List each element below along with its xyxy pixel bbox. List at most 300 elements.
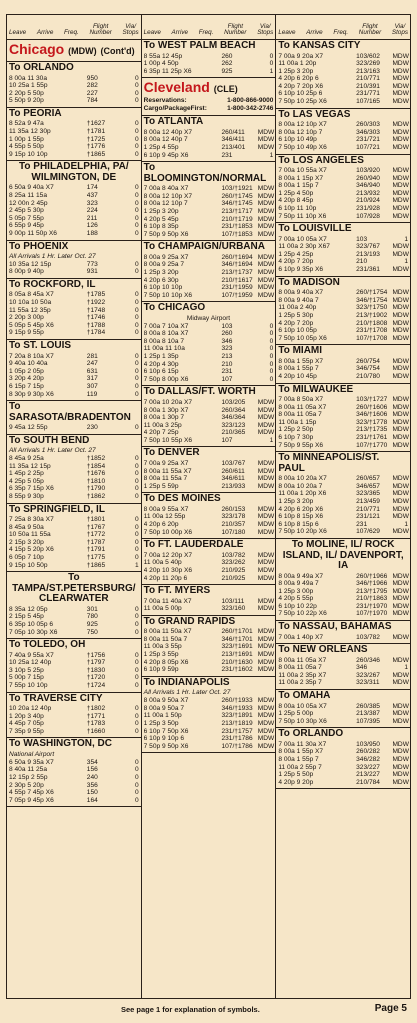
flight-row bbox=[278, 205, 408, 213]
flight-via-stops: 0 bbox=[134, 424, 139, 432]
flight-number: 323/269 bbox=[356, 60, 380, 68]
flight-via-stops: MDW bbox=[257, 406, 275, 414]
flight-via-stops: 0 bbox=[134, 367, 139, 375]
flight-row bbox=[278, 672, 408, 680]
destination-title: To TOLEDO, OH bbox=[9, 639, 86, 651]
flight-row bbox=[9, 629, 139, 637]
flight-number: 317 bbox=[86, 375, 98, 383]
flight-row bbox=[144, 422, 274, 430]
flight-number: 323/†1750 bbox=[356, 304, 388, 312]
destination-block bbox=[7, 62, 141, 108]
destination-block bbox=[7, 738, 141, 807]
flight-via-stops: 0 bbox=[134, 781, 139, 789]
destination-note: National Airport bbox=[9, 750, 55, 758]
flight-via-stops: 0 bbox=[134, 127, 139, 135]
flight-number: 260/†1606 bbox=[356, 403, 388, 411]
flight-times: 3 20p 4 20p bbox=[9, 375, 44, 383]
destination-block bbox=[142, 493, 276, 539]
flight-number: 631 bbox=[86, 367, 98, 375]
flight-row bbox=[144, 628, 274, 636]
page-number: Page 5 bbox=[374, 1003, 407, 1014]
flight-row bbox=[9, 674, 139, 682]
flight-times: 1 25p 4 55p bbox=[143, 143, 179, 151]
freq-header: Freq. bbox=[64, 29, 79, 37]
flight-row bbox=[144, 513, 274, 521]
flight-times: 11 00a 1 20p X6 bbox=[278, 490, 327, 498]
flight-times: 8 00a 11 05a 7 bbox=[278, 411, 322, 419]
flight-number: †1771 bbox=[86, 712, 106, 720]
flight-number: †1865 bbox=[86, 561, 106, 569]
flight-times: 10 25a 1 55p bbox=[9, 82, 48, 90]
flight-times: 11 35a 12 15p bbox=[9, 462, 51, 470]
flight-row bbox=[9, 667, 139, 675]
flight-times: 7 00a 10 20a X7 bbox=[143, 398, 193, 406]
flight-row bbox=[144, 200, 274, 208]
origin-city-suffix: (Cont'd) bbox=[100, 46, 135, 56]
flight-times: 1 45p 2 25p bbox=[9, 470, 44, 478]
flight-times: 8 30p 9 30p X6 bbox=[9, 390, 54, 398]
flight-via-stops: MDW bbox=[257, 605, 275, 613]
flight-number: 210/†1719 bbox=[221, 215, 253, 223]
flight-number: 346 bbox=[221, 337, 233, 345]
flight-times: 7 50p 10 55p X6 bbox=[143, 436, 193, 444]
flight-via-stops: MDW bbox=[392, 167, 409, 175]
flight-via-stops: MDW bbox=[392, 365, 409, 373]
flight-number: 107/395 bbox=[356, 717, 380, 725]
flight-via-stops: 0 bbox=[269, 330, 274, 338]
destination-block bbox=[7, 340, 141, 401]
destination-note: All Arrivals 1 Hr. Later Oct. 27 bbox=[143, 689, 231, 697]
flight-via-stops: 0 bbox=[134, 360, 139, 368]
flight-row bbox=[278, 68, 408, 76]
flight-times: 8 52a 9 47a bbox=[9, 120, 44, 128]
flight-via-stops: MDW bbox=[392, 740, 409, 748]
column-header bbox=[142, 15, 276, 40]
flight-number: 231/†1853 bbox=[221, 223, 253, 231]
flight-via-stops: MDW bbox=[392, 266, 409, 274]
flight-times: 1 25p 1 35p bbox=[143, 353, 179, 361]
flight-number-header bbox=[359, 24, 381, 37]
flight-row bbox=[144, 231, 274, 239]
flight-row bbox=[9, 230, 139, 238]
flight-number: 323/227 bbox=[356, 763, 380, 771]
flight-number: 107/†1770 bbox=[356, 441, 388, 449]
flight-row bbox=[9, 360, 139, 368]
flight-times: 8 45a 9 25a bbox=[9, 455, 44, 462]
flight-number: †1801 bbox=[86, 516, 106, 524]
flight-row bbox=[278, 373, 408, 381]
flight-number: †1785 bbox=[86, 291, 106, 299]
flight-times: 5 50p 9 20p bbox=[9, 97, 44, 105]
flight-row bbox=[144, 483, 274, 491]
flight-row bbox=[144, 376, 274, 384]
flight-times: 4 20p 6 30p bbox=[143, 276, 179, 284]
destination-note: Midway Airport bbox=[186, 314, 231, 322]
flight-via-stops: MDW bbox=[257, 574, 275, 582]
flight-times: 1 25p 3 20p bbox=[143, 269, 179, 276]
flight-times: 8 00a 1 55p 7 bbox=[278, 365, 319, 373]
flight-number: 103/†1727 bbox=[356, 396, 388, 404]
flight-row bbox=[9, 192, 139, 200]
flight-times: 8 00a 11 55a 7 bbox=[143, 475, 188, 483]
flight-via-stops: 0 bbox=[134, 705, 139, 713]
destination-block bbox=[276, 40, 410, 109]
origin-city-code: (CLE) bbox=[213, 84, 238, 95]
flight-row bbox=[278, 528, 408, 536]
flight-via-stops: MDW bbox=[392, 250, 409, 258]
destination-title: To ATLANTA bbox=[143, 116, 204, 128]
flight-via-stops: 0 bbox=[134, 516, 139, 524]
arrive-header: Arrive bbox=[171, 29, 188, 37]
flight-row bbox=[278, 490, 408, 498]
flight-via-stops: 0 bbox=[134, 321, 139, 329]
destination-title: To SOUTH BEND bbox=[9, 434, 90, 446]
flight-times: 7 55p 10 10p bbox=[9, 681, 48, 689]
arrive-header: Arrive bbox=[36, 29, 54, 37]
flight-via-stops: MDW bbox=[392, 656, 409, 664]
flight-number: †1783 bbox=[86, 720, 106, 728]
flight-number: 346/303 bbox=[356, 128, 380, 136]
flight-number: 240 bbox=[86, 773, 98, 781]
flight-row bbox=[144, 361, 274, 369]
flight-number: 231 bbox=[221, 151, 233, 159]
flight-number: †1746 bbox=[86, 314, 106, 322]
flight-times: 6 10p 9 59p bbox=[143, 666, 179, 674]
flight-via-stops: MDW bbox=[257, 712, 275, 720]
flight-via-stops: 0 bbox=[134, 789, 139, 797]
flight-header: Flight bbox=[92, 22, 109, 30]
flight-via-stops: MDW bbox=[392, 182, 409, 190]
flight-via-stops: MDW bbox=[392, 289, 409, 297]
flight-times: 8 00a 11 50a 7 bbox=[143, 635, 188, 643]
leave-header: Leave bbox=[9, 29, 27, 37]
flight-via-stops: MDW bbox=[392, 441, 409, 449]
flight-row bbox=[9, 652, 139, 660]
column-header bbox=[7, 15, 141, 40]
flight-times: 11 35a 12 30p bbox=[9, 127, 51, 135]
flight-number: †1772 bbox=[86, 531, 106, 539]
flight-times: 7 50p 9 50p X6 bbox=[143, 742, 189, 750]
flight-row bbox=[9, 424, 139, 432]
flight-number: 950 bbox=[86, 74, 98, 82]
flight-via-stops: 0 bbox=[134, 531, 139, 539]
flight-number: 231/†1959 bbox=[221, 284, 253, 292]
flight-row bbox=[278, 588, 408, 596]
flight-times: 11 00a 3 25p bbox=[143, 421, 182, 429]
flight-times: 8 00a 9 40a 7 bbox=[278, 296, 319, 304]
flight-number: 931 bbox=[86, 268, 98, 276]
flight-number-header bbox=[224, 24, 246, 37]
destination-block bbox=[276, 155, 410, 224]
flight-via-stops: 0 bbox=[134, 329, 139, 337]
flight-row bbox=[9, 368, 139, 376]
flight-times: 8 05a 8 45a X7 bbox=[9, 291, 54, 299]
flight-via-stops: 0 bbox=[134, 766, 139, 774]
flight-number: 784 bbox=[86, 97, 98, 105]
flight-number: 213/387 bbox=[356, 710, 380, 718]
flight-times: 7 00a 12 20p X7 bbox=[143, 551, 193, 559]
flight-times: 7 00a 9 25a X7 bbox=[143, 459, 189, 467]
flight-row bbox=[144, 407, 274, 415]
flight-number: 323 bbox=[86, 199, 98, 207]
flight-number: 164 bbox=[86, 796, 98, 804]
flight-row bbox=[144, 330, 274, 338]
flight-times: 8 00a 11 05a X7 bbox=[278, 656, 327, 664]
flight-row bbox=[144, 254, 274, 262]
flight-via-stops: MDW bbox=[257, 269, 275, 276]
flight-row bbox=[278, 580, 408, 588]
flight-row bbox=[9, 75, 139, 83]
flight-via-stops: MDW bbox=[392, 327, 409, 335]
flight-row bbox=[144, 269, 274, 277]
flight-number: 103/950 bbox=[356, 740, 380, 748]
flight-times: 8 00a 10 05a X7 bbox=[278, 702, 327, 710]
flight-times: 8 00a 8 10a X7 bbox=[143, 330, 189, 338]
flight-times: 4 20p 11 20p 6 bbox=[143, 574, 188, 582]
flight-via-stops: MDW bbox=[257, 192, 275, 200]
flight-row bbox=[9, 455, 139, 463]
flight-times: 4 55p 7 45p X6 bbox=[9, 789, 54, 797]
destination-blocks bbox=[7, 40, 141, 998]
flight-via-stops: 0 bbox=[134, 191, 139, 199]
flight-number: †1862 bbox=[86, 492, 106, 500]
flight-via-stops: MDW bbox=[392, 475, 409, 483]
flight-via-stops: MDW bbox=[392, 396, 409, 404]
flight-number: 356 bbox=[86, 781, 98, 789]
flight-row bbox=[9, 151, 139, 159]
flight-via-stops: 1 bbox=[269, 151, 274, 159]
origin-city bbox=[9, 41, 139, 59]
flight-via-stops: 0 bbox=[134, 207, 139, 215]
flight-number: 323/267 bbox=[356, 671, 380, 679]
destination-title: To DES MOINES bbox=[143, 493, 221, 505]
flight-via-stops: MDW bbox=[392, 121, 409, 129]
flight-row bbox=[9, 184, 139, 192]
origin-city-name: Chicago bbox=[9, 41, 65, 57]
flight-row bbox=[144, 368, 274, 376]
destination-title: To MINNEAPOLIS/ST. PAUL bbox=[278, 452, 380, 474]
flight-row bbox=[278, 426, 408, 434]
destination-block bbox=[276, 384, 410, 453]
flight-times: 7 00a 10 55a X7 bbox=[278, 167, 327, 175]
flight-row bbox=[9, 82, 139, 90]
flight-row bbox=[278, 475, 408, 483]
destination-block bbox=[276, 223, 410, 276]
flight-times: 7 50p 10 49p X6 bbox=[278, 143, 327, 151]
flight-via-stops: MDW bbox=[257, 597, 275, 605]
flight-number: 323/262 bbox=[221, 559, 246, 567]
flight-row bbox=[9, 353, 139, 361]
flight-row bbox=[9, 268, 139, 276]
flight-via-stops: MDW bbox=[257, 200, 275, 208]
flight-number: 346/†1754 bbox=[356, 296, 388, 304]
flight-row bbox=[144, 720, 274, 728]
flight-number: 231/928 bbox=[356, 205, 380, 212]
flight-number: 213/†1717 bbox=[221, 207, 253, 215]
flight-times: 11 00a 12 55p bbox=[143, 513, 186, 521]
flight-via-stops: MDW bbox=[257, 291, 275, 299]
flight-row bbox=[144, 666, 274, 674]
flight-via-stops: 0 bbox=[134, 651, 139, 659]
flight-number: 103/920 bbox=[356, 167, 380, 175]
flight-number: 103 bbox=[221, 322, 233, 330]
flight-number: 260/†1694 bbox=[221, 253, 253, 261]
flight-times: 6 10p 7 30p bbox=[278, 434, 314, 442]
flight-times: 12 00n 2 45p bbox=[9, 199, 48, 207]
flight-row bbox=[144, 529, 274, 537]
flight-times: 8 00a 9 40a X7 bbox=[278, 289, 324, 297]
flight-via-stops: MDW bbox=[257, 398, 275, 406]
flight-row bbox=[144, 705, 274, 713]
flight-row bbox=[9, 728, 139, 736]
flight-row bbox=[278, 404, 408, 412]
flight-number: 260/†1966 bbox=[356, 572, 388, 580]
flight-number: 213/459 bbox=[356, 498, 380, 506]
flight-row bbox=[144, 712, 274, 720]
flight-via-stops: MDW bbox=[392, 498, 409, 506]
flight-via-stops: MDW bbox=[392, 403, 409, 411]
flight-via-stops: 0 bbox=[269, 368, 274, 376]
flight-number: 210/†1630 bbox=[221, 658, 253, 666]
reservations-phone: 1-800-866-9000 bbox=[227, 97, 274, 105]
flight-via-stops: MDW bbox=[392, 602, 409, 610]
flight-via-stops: 0 bbox=[134, 720, 139, 728]
destination-title: To MOLINE, IL/ ROCK ISLAND, IL/ DAVENPORT, IA bbox=[282, 539, 404, 571]
flight-times: 9 00p 11 50p X6 bbox=[9, 229, 57, 237]
flight-number: 213 bbox=[221, 353, 233, 361]
flight-number: 188 bbox=[86, 229, 98, 237]
flight-row bbox=[9, 682, 139, 690]
flight-via-stops: 0 bbox=[134, 727, 139, 735]
flight-times: 8 00a 12 10p X7 bbox=[278, 121, 327, 129]
flight-row bbox=[9, 222, 139, 230]
flight-number: 210/771 bbox=[356, 75, 380, 83]
flight-number: 174 bbox=[86, 184, 98, 192]
flight-via-stops: MDW bbox=[392, 763, 409, 771]
flight-via-stops: MDW bbox=[392, 482, 409, 490]
flight-number: 260/282 bbox=[356, 748, 380, 756]
flight-times: 8 00a 12 40p 7 bbox=[143, 136, 188, 144]
flight-number: 103/205 bbox=[221, 398, 246, 406]
flight-via-stops: MDW bbox=[392, 189, 409, 197]
cargo-phone: 1-800-342-2746 bbox=[227, 105, 274, 113]
flight-row bbox=[278, 98, 408, 106]
flight-number: 323/†1691 bbox=[221, 643, 253, 651]
flight-number: 107/629 bbox=[356, 528, 380, 536]
flight-number: 103/767 bbox=[221, 459, 246, 467]
flight-times: 8 00a 9 50a X7 bbox=[143, 697, 189, 705]
flight-times: 4 20p 6 20p bbox=[143, 521, 179, 529]
reservations-label: Reservations: bbox=[143, 97, 187, 105]
flight-times: 11 00a 5 40p bbox=[143, 559, 182, 567]
flight-times: 7 50p 10 20p X6 bbox=[278, 528, 327, 536]
flight-times: 6 10p 10 22p bbox=[278, 602, 317, 610]
flight-number: 260/303 bbox=[356, 121, 380, 129]
flight-number: 260/364 bbox=[221, 406, 246, 414]
flight-times: 8 00a 1 30p 7 bbox=[143, 414, 185, 422]
flight-number: 346/657 bbox=[356, 482, 380, 490]
destination-blocks bbox=[276, 40, 410, 998]
flight-via-stops: MDW bbox=[257, 136, 275, 144]
flight-times: 7 25a 8 30a X7 bbox=[9, 516, 54, 524]
flight-number: 346/†1701 bbox=[221, 635, 253, 643]
destination-block bbox=[7, 108, 141, 161]
flight-row bbox=[144, 129, 274, 137]
cargo-line bbox=[144, 105, 274, 113]
flight-number: †1725 bbox=[86, 135, 106, 143]
flight-via-stops: 0 bbox=[269, 60, 274, 68]
flight-row bbox=[9, 136, 139, 144]
flight-via-stops: 0 bbox=[134, 120, 139, 128]
flight-times: 6 10p 10 05p bbox=[278, 327, 317, 335]
flight-via-stops: 0 bbox=[134, 485, 139, 493]
flight-row bbox=[278, 506, 408, 514]
flight-times: 8 00a 12 40p X7 bbox=[143, 128, 193, 136]
flight-number: 773 bbox=[86, 260, 98, 268]
flight-row bbox=[278, 90, 408, 98]
flight-times: 1 25p 3 55p bbox=[143, 651, 179, 659]
destination-block bbox=[142, 302, 276, 386]
flight-number: 354 bbox=[86, 758, 98, 766]
flight-via-stops: MDW bbox=[257, 643, 275, 651]
flight-via-stops: 0 bbox=[134, 477, 139, 485]
flight-via-stops: MDW bbox=[257, 261, 275, 269]
flight-number: 126 bbox=[86, 222, 98, 230]
flight-times: 11 00a 1 15p bbox=[278, 418, 317, 426]
flight-number: 103/111 bbox=[221, 597, 245, 605]
flight-via-stops: 0 bbox=[134, 375, 139, 383]
flight-times: 4 20p 6 20p X6 bbox=[278, 505, 324, 513]
flight-number: 107/†1959 bbox=[221, 291, 253, 299]
destination-note: All Arrivals 1 Hr. Later Oct. 27 bbox=[9, 253, 96, 260]
flight-number-header bbox=[89, 24, 111, 37]
flight-row bbox=[9, 789, 139, 797]
flight-number: 213/932 bbox=[356, 189, 380, 197]
flight-times: 6 10p 8 15p X6 bbox=[278, 513, 324, 521]
flight-number: 260/†1701 bbox=[221, 628, 253, 636]
flight-row bbox=[278, 498, 408, 506]
flight-row bbox=[278, 365, 408, 373]
flight-row bbox=[9, 200, 139, 208]
flight-times: 1 05p 2 05p bbox=[9, 367, 44, 375]
destination-blocks bbox=[142, 40, 276, 998]
flight-via-stops: 0 bbox=[134, 492, 139, 500]
flight-number: †1797 bbox=[86, 659, 106, 667]
flight-times: 5 00p 7 15p bbox=[9, 674, 44, 682]
flight-row bbox=[278, 419, 408, 427]
flight-via-stops: 0 bbox=[134, 291, 139, 299]
flight-times: 1 25p 2 50p bbox=[278, 426, 314, 434]
flight-via-stops: 1 bbox=[269, 67, 274, 75]
flight-via-stops: MDW bbox=[392, 357, 409, 365]
flight-times: 8 00a 12 10p X7 bbox=[143, 192, 193, 200]
flight-times: 12 15p 2 55p bbox=[9, 773, 48, 781]
flight-number: 107 bbox=[221, 375, 233, 383]
flight-via-stops: MDW bbox=[392, 373, 409, 380]
flight-via-stops: MDW bbox=[392, 311, 409, 319]
flight-times: 9 40a 10 40a bbox=[9, 360, 48, 368]
schedule-column-2 bbox=[142, 15, 277, 998]
flight-row bbox=[278, 312, 408, 320]
flight-via-stops: MDW bbox=[257, 421, 275, 429]
flight-via-stops: 1 bbox=[404, 664, 408, 672]
flight-via-stops: MDW bbox=[257, 658, 275, 666]
flight-via-stops: MDW bbox=[257, 128, 275, 136]
via-header: Via/ bbox=[394, 22, 406, 30]
flight-number: 107/†1970 bbox=[356, 610, 388, 618]
flight-row bbox=[278, 289, 408, 297]
flight-via-stops: MDW bbox=[392, 197, 409, 205]
